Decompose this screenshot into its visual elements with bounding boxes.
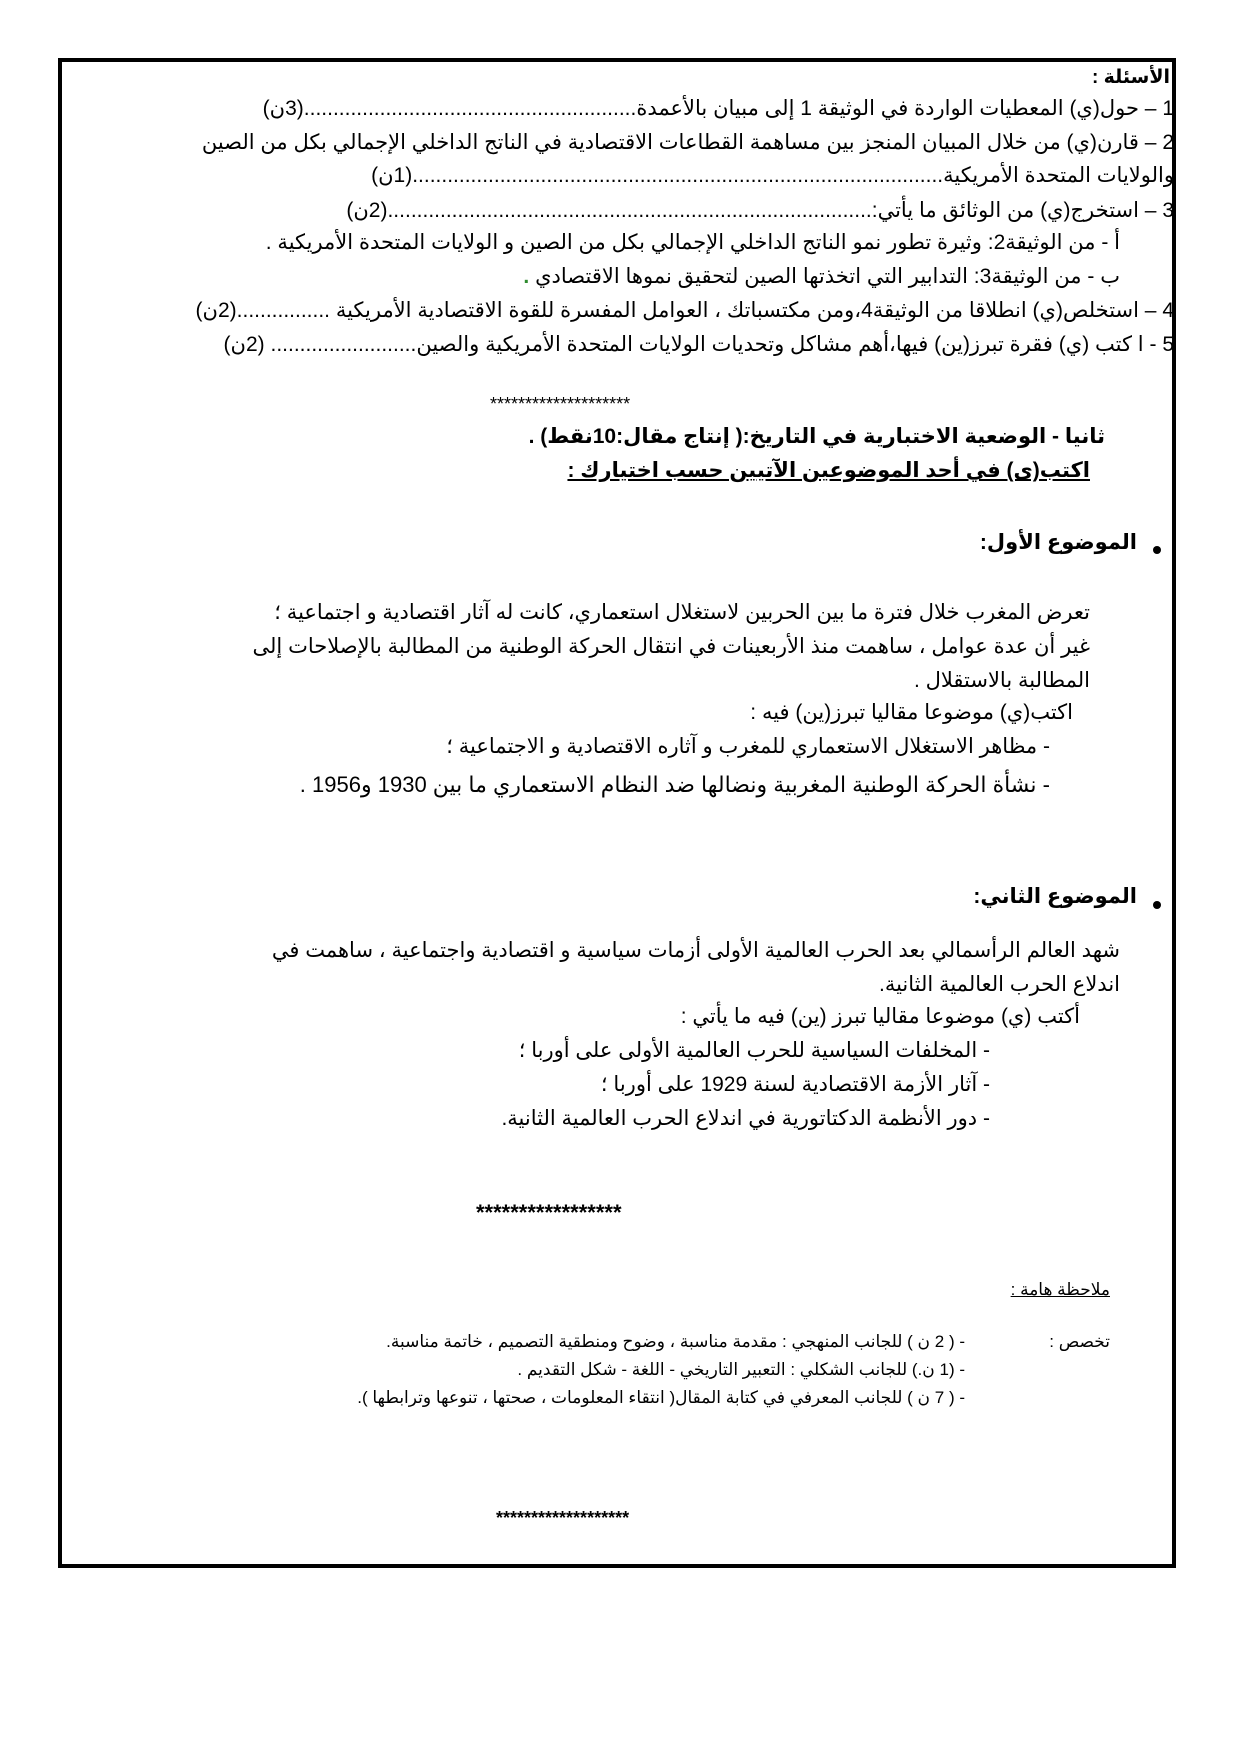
note-label: تخصص :	[1049, 1332, 1110, 1351]
separator-3: *******************	[496, 1508, 630, 1528]
section-2-title: ثانيا - الوضعية الاختبارية في التاريخ:( إنتاج مقال:10نقط) .	[528, 425, 1105, 448]
separator-1: ********************	[490, 394, 631, 414]
topic-1-para-line-2: غير أن عدة عوامل ، ساهمت منذ الأربعينات في انتقال الحركة الوطنية من المطالبة بالإصلاحات إلى	[252, 635, 1090, 658]
topic-2-instruction: أكتب (ي) موضوعا مقاليا تبرز (ين) فيه ما يأتي :	[680, 1005, 1080, 1028]
topic-2-item-3: - دور الأنظمة الدكتاتورية في اندلاع الحرب العالمية الثانية.	[501, 1107, 990, 1130]
question-2-line-1: 2 – قارن(ي) من خلال المبيان المنجز بين مساهمة القطاعات الاقتصادية في الناتج الداخلي الإجمالي بكل من الصين	[201, 131, 1174, 154]
note-item-2: - (1 ن.) للجانب الشكلي : التعبير التاريخي - اللغة - شكل التقديم .	[517, 1360, 965, 1379]
note-title: ملاحظة هامة :	[1010, 1280, 1110, 1299]
topic-2-para-line-2: اندلاع الحرب العالمية الثانية.	[879, 973, 1120, 996]
topic-2-title: الموضوع الثاني:	[973, 885, 1137, 908]
topic-1-item-2: - نشأة الحركة الوطنية المغربية ونضالها ضد النظام الاستعماري ما بين 1930 و1956 .	[299, 772, 1050, 797]
question-4: 4 – استخلص(ي) انطلاقا من الوثيقة4،ومن مكتسباتك ، العوامل المفسرة للقوة الاقتصادية الأمريكية ................(2ن)	[195, 299, 1174, 322]
topic-1-title: الموضوع الأول:	[979, 531, 1137, 554]
question-2-line-2: والولايات المتحدة الأمريكية...........................................................................................(1ن)	[371, 164, 1174, 187]
topic-1-bullet	[1153, 546, 1161, 554]
note-item-1: - ( 2 ن ) للجانب المنهجي : مقدمة مناسبة ، وضوح ومنطقية التصميم ، خاتمة مناسبة.	[386, 1332, 965, 1351]
topic-2-item-2: - آثار الأزمة الاقتصادية لسنة 1929 على أوربا ؛	[600, 1073, 990, 1096]
question-1: 1 – حول(ي) المعطيات الواردة في الوثيقة 1 إلى مبيان بالأعمدة.........................................................(3ن)	[262, 97, 1174, 120]
question-5: 5 - ا كتب (ي) فقرة تبرز(ين) فيها،أهم مشاكل وتحديات الولايات المتحدة الأمريكية والصين......................... (2ن)	[223, 333, 1174, 356]
topic-2-item-1: - المخلفات السياسية للحرب العالمية الأولى على أوربا ؛	[518, 1039, 990, 1062]
topic-1-item-1: - مظاهر الاستغلال الاستعماري للمغرب و آثاره الاقتصادية و الاجتماعية ؛	[446, 735, 1050, 758]
topic-2-para-line-1: شهد العالم الرأسمالي بعد الحرب العالمية الأولى أزمات سياسية و اقتصادية واجتماعية ، ساهمت في	[271, 939, 1120, 962]
question-3-b-text: ب - من الوثيقة3: التدابير التي اتخذتها الصين لتحقيق نموها الاقتصادي	[535, 265, 1120, 288]
topic-2-bullet	[1153, 901, 1161, 909]
section-2-instruction: اكتب(ى) في أحد الموضوعين الآتيين حسب اختيارك :	[567, 459, 1090, 482]
questions-title: الأسئلة :	[1092, 67, 1170, 88]
question-3-a: أ - من الوثيقة2: وثيرة تطور نمو الناتج الداخلي الإجمالي بكل من الصين و الولايات المتحدة الأمريكية .	[265, 231, 1120, 254]
topic-1-para-line-3: المطالبة بالاستقلال .	[913, 669, 1090, 692]
separator-2: *****************	[476, 1200, 622, 1225]
question-3: 3 – استخرج(ي) من الوثائق ما يأتي:...................................................................................(2ن)	[346, 199, 1174, 222]
note-item-3: - ( 7 ن ) للجانب المعرفي في كتابة المقال( انتقاء المعلومات ، صحتها ، تنوعها وترابطها ).	[357, 1388, 965, 1407]
topic-1-para-line-1: تعرض المغرب خلال فترة ما بين الحربين لاستغلال استعماري، كانت له آثار اقتصادية و اجتماعية ؛	[274, 601, 1090, 624]
topic-1-instruction: اكتب(ي) موضوعا مقاليا تبرز(ين) فيه :	[750, 701, 1073, 724]
question-3-b-dot: .	[523, 265, 530, 288]
question-3-b	[523, 264, 1120, 289]
